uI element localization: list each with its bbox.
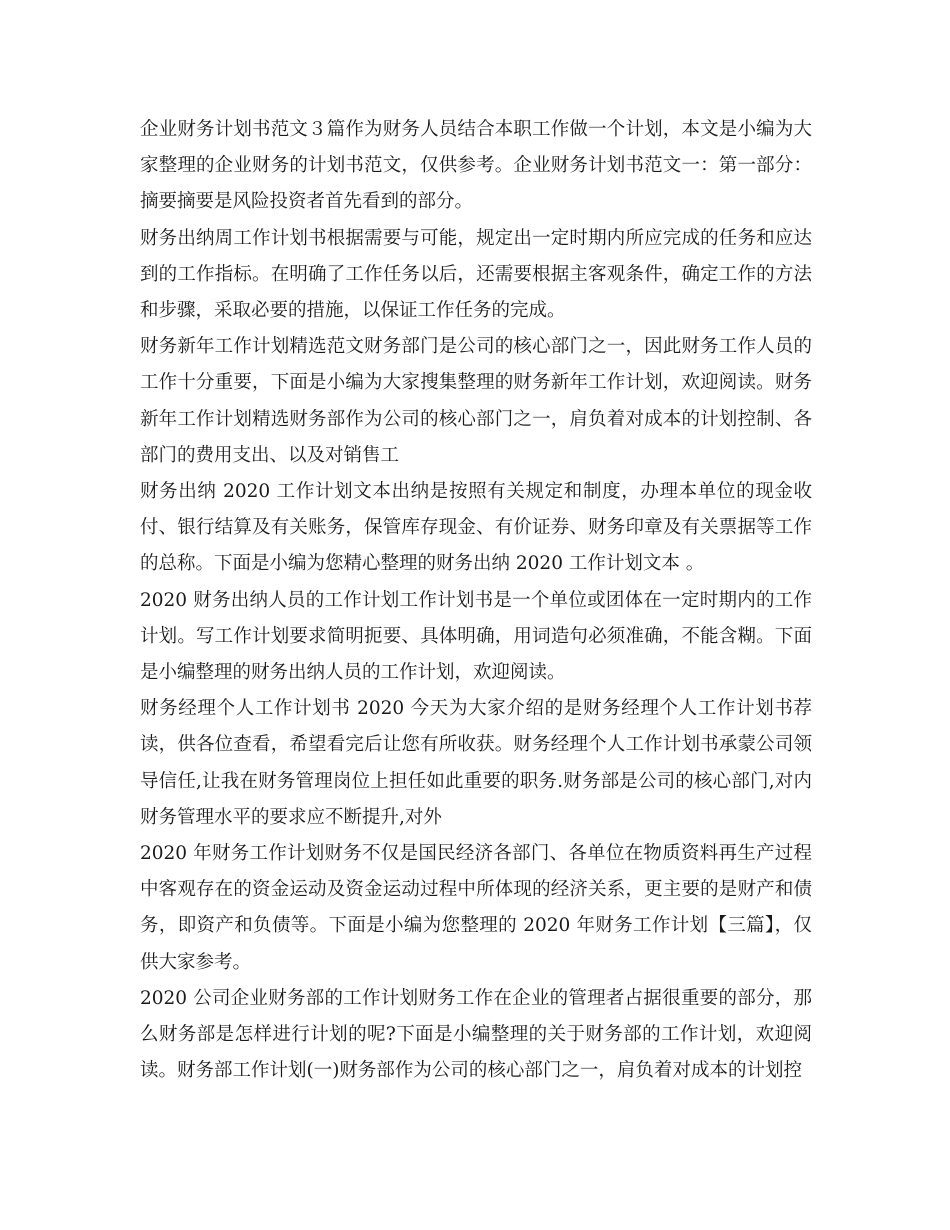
- paragraph-cashier-2020-plan: 财务出纳 2020 工作计划文本出纳是按照有关规定和制度，办理本单位的现金收付、银行结算及有关账务，保管库存现金、有价证券、财务印章及有关票据等工作的总称。下面是小编为您精心整理的财务出纳 2020 工作计划文本 。: [140, 481, 812, 575]
- paragraph-finance-manager-plan: 财务经理个人工作计划书 2020 今天为大家介绍的是财务经理个人工作计划书荐读，供各位查看，希望看完后让您有所收获。财务经理个人工作计划书承蒙公司领导信任,让我在财务管理岗位上担任如此重要的职务.财务部是公司的核心部门,对内财务管理水平的要求应不断提升,对外: [140, 698, 812, 828]
- paragraph-cashier-weekly-plan: 财务出纳周工作计划书根据需要与可能，规定出一定时期内所应完成的任务和应达到的工作指标。在明确了工作任务以后，还需要根据主客观条件，确定工作的方法和步骤，采取必要的措施，以保证工作任务的完成。: [140, 227, 812, 322]
- paragraph-company-finance-dept-plan: 2020 公司企业财务部的工作计划财务工作在企业的管理者占据很重要的部分，那么财务部是怎样进行计划的呢?下面是小编整理的关于财务部的工作计划，欢迎阅读。财务部工作计划(一)财务部作为公司的核心部门之一，肩负着对成本的计划控: [140, 987, 812, 1082]
- paragraph-cashier-staff-plan: 2020 财务出纳人员的工作计划工作计划书是一个单位或团体在一定时期内的工作计划。写工作计划要求简明扼要、具体明确，用词造句必须准确，不能含糊。下面是小编整理的财务出纳人员的工作计划，欢迎阅读。: [140, 589, 812, 684]
- paragraph-2020-finance-plan: 2020 年财务工作计划财务不仅是国民经济各部门、各单位在物质资料再生产过程中客观存在的资金运动及资金运动过程中所体现的经济关系，更主要的是财产和债务，即资产和负债等。下面是小编为您整理的 2020 年财务工作计划【三篇】，仅供大家参考。: [140, 843, 812, 973]
- document-body: [140, 112, 812, 1089]
- paragraph-finance-plan-samples: 企业财务计划书范文３篇作为财务人员结合本职工作做一个计划，本文是小编为大家整理的企业财务的计划书范文，仅供参考。企业财务计划书范文一：第一部分：摘要摘要是风险投资者首先看到的部分。: [140, 119, 812, 213]
- paragraph-new-year-plan: 财务新年工作计划精选范文财务部门是公司的核心部门之一，因此财务工作人员的工作十分重要，下面是小编为大家搜集整理的财务新年工作计划，欢迎阅读。财务新年工作计划精选财务部作为公司的核心部门之一，肩负着对成本的计划控制、各部门的费用支出、以及对销售工: [140, 336, 812, 466]
